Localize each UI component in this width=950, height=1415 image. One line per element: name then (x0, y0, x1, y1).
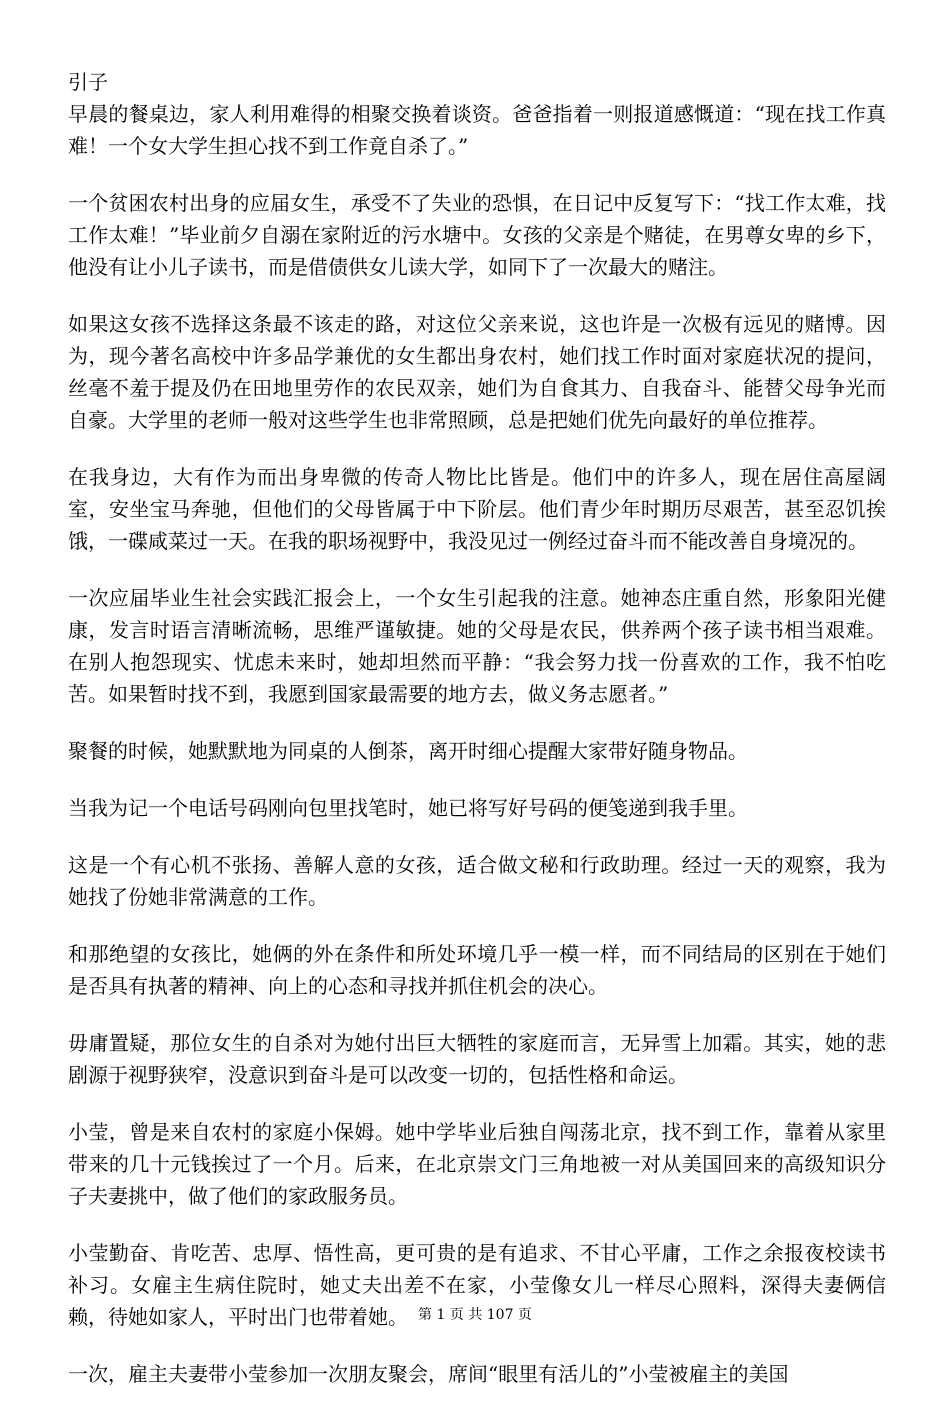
paragraph: 如果这女孩不选择这条最不该走的路，对这位父亲来说，这也许是一次极有远见的赌博。因为，现今著名高校中许多品学兼优的女生都出身农村，她们找工作时面对家庭状况的提问，丝毫不羞于提及仍在田地里劳作的农民双亲，她们为自食其力、自我奋斗、能替父母争光而自豪。大学里的老师一般对这些学生也非常照顾，总是把她们优先向最好的单位推荐。 (68, 312, 886, 432)
paragraph: 一次应届毕业生社会实践汇报会上，一个女生引起我的注意。她神态庄重自然，形象阳光健康，发言时语言清晰流畅，思维严谨敏捷。她的父母是农民，供养两个孩子读书相当艰难。在别人抱怨现实、忧虑未来时，她却坦然而平静：“我会努力找一份喜欢的工作，我不怕吃苦。如果暂时找不到，我愿到国家最需要的地方去，做义务志愿者。” (68, 586, 886, 706)
paragraph: 毋庸置疑，那位女生的自杀对为她付出巨大牺牲的家庭而言，无异雪上加霜。其实，她的悲剧源于视野狭窄，没意识到奋斗是可以改变一切的，包括性格和命运。 (68, 1031, 886, 1087)
paragraph: 在我身边，大有作为而出身卑微的传奇人物比比皆是。他们中的许多人，现在居住高屋阔室，安坐宝马奔驰，但他们的父母皆属于中下阶层。他们青少年时期历尽艰苦，甚至忍饥挨饿，一碟咸菜过一天。在我的职场视野中，我没见过一例经过奋斗而不能改善自身境况的。 (68, 465, 886, 553)
page-footer: 第 1 页 共 107 页 (418, 1307, 532, 1323)
paragraph: 小莹，曾是来自农村的家庭小保姆。她中学毕业后独自闯荡北京，找不到工作，靠着从家里带来的几十元钱挨过了一个月。后来，在北京崇文门三角地被一对从美国回来的高级知识分子夫妻挑中，做了他们的家政服务员。 (68, 1120, 886, 1208)
paragraph: 一次，雇主夫妻带小莹参加一次朋友聚会，席间“眼里有活儿的”小莹被雇主的美国 (68, 1362, 789, 1386)
paragraph: 聚餐的时候，她默默地为同桌的人倒茶，离开时细心提醒大家带好随身物品。 (68, 739, 748, 763)
section-heading: 引子 (68, 70, 108, 94)
paragraph: 和那绝望的女孩比，她俩的外在条件和所处环境几乎一模一样，而不同结局的区别在于她们是否具有执著的精神、向上的心态和寻找并抓住机会的决心。 (68, 942, 886, 998)
paragraph: 小莹勤奋、肯吃苦、忠厚、悟性高，更可贵的是有追求、不甘心平庸，工作之余报夜校读书补习。女雇主生病住院时，她丈夫出差不在家，小莹像女儿一样尽心照料，深得夫妻俩信赖，待她如家人，平时出门也带着她。 (68, 1241, 886, 1329)
paragraph: 早晨的餐桌边，家人利用难得的相聚交换着谈资。爸爸指着一则报道感慨道：“现在找工作真难！一个女大学生担心找不到工作竟自杀了。” (68, 102, 886, 158)
paragraph: 一个贫困农村出身的应届女生，承受不了失业的恐惧，在日记中反复写下：“找工作太难，找工作太难！”毕业前夕自溺在家附近的污水塘中。女孩的父亲是个赌徒，在男尊女卑的乡下，他没有让小儿子读书，而是借债供女儿读大学，如同下了一次最大的赌注。 (68, 191, 886, 279)
document-page (68, 68, 886, 1415)
paragraph: 这是一个有心机不张扬、善解人意的女孩，适合做文秘和行政助理。经过一天的观察，我为她找了份她非常满意的工作。 (68, 853, 886, 909)
paragraph: 当我为记一个电话号码刚向包里找笔时，她已将写好号码的便笺递到我手里。 (68, 796, 748, 820)
